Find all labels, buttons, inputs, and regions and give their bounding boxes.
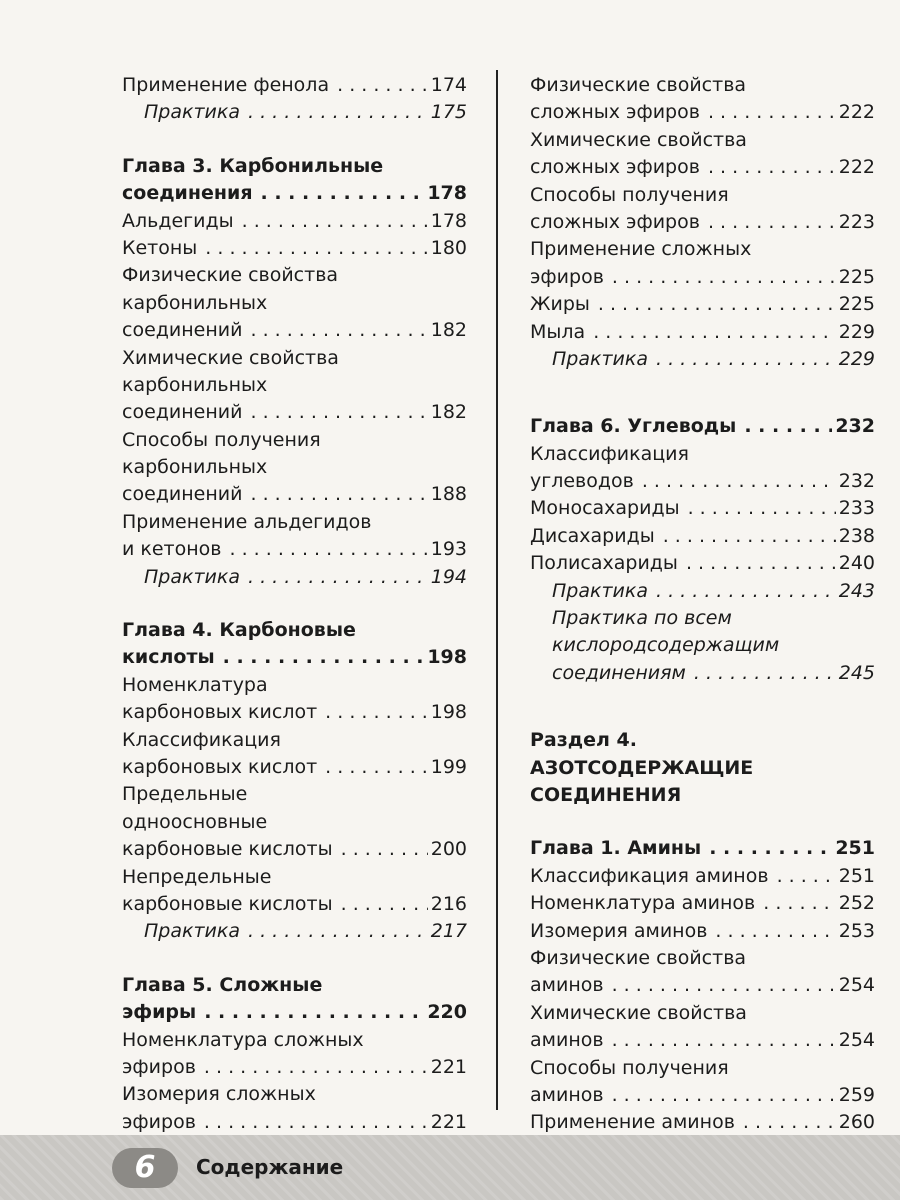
toc-entry-title: Глава 1. Амины [530,837,702,860]
toc-entry[interactable] [122,617,467,644]
toc-entry-title: Применение альдегидов [122,510,372,533]
toc-entry[interactable] [530,209,875,236]
toc-page-number: 180 [430,236,467,259]
dot-leader [341,891,428,918]
toc-entry-title: Физические свойства [530,74,747,96]
toc-page-number: 229 [838,347,875,370]
toc-page-number: 229 [838,320,875,343]
dot-leader [248,99,428,126]
toc-page-number: 252 [838,892,875,915]
toc-entry-title: карбоновые кислоты [122,892,333,915]
toc-entry-title: Альдегиды [122,209,234,232]
dot-leader [743,1109,836,1136]
toc-entry-title: Применение сложных [530,238,752,261]
toc-page-number: 232 [835,415,875,438]
toc-entry-title: Предельные [122,783,248,806]
section-spacer [530,809,875,835]
toc-page-number: 198 [427,646,467,669]
toc-entry[interactable] [530,945,875,972]
toc-entry[interactable] [122,153,467,180]
toc-page-number: 253 [838,919,875,942]
toc-page-number: 198 [430,701,467,724]
toc-entry[interactable] [530,972,875,999]
toc-entry-title: Практика [552,579,649,602]
toc-entry[interactable] [122,1109,467,1136]
toc-entry-title: Глава 3. Карбонильные [122,154,384,177]
toc-entry[interactable] [530,578,875,605]
toc-page-number: 245 [838,661,875,684]
dot-leader [325,699,428,726]
toc-entry[interactable] [122,1081,467,1108]
toc-page-number: 217 [430,920,467,943]
toc-entry[interactable] [122,481,467,508]
toc-entry[interactable] [122,564,467,591]
toc-entry-title: Применение фенола [122,74,330,96]
toc-entry[interactable] [122,999,467,1026]
toc-entry[interactable] [122,699,467,726]
toc-entry-title: карбоновых кислот [122,701,318,724]
dot-leader [593,319,836,346]
toc-entry[interactable] [530,236,875,263]
dot-leader [686,550,836,577]
dot-leader [612,1082,836,1109]
toc-entry[interactable] [530,727,875,754]
toc-entry-title: Полисахариды [530,552,678,575]
toc-entry-title: Номенклатура аминов [530,892,756,915]
toc-entry-title: СОЕДИНЕНИЯ [530,783,682,806]
toc-entry-title: эфиров [122,1110,196,1133]
toc-entry-title: Практика [144,101,241,124]
toc-entry[interactable] [122,891,467,918]
toc-entry[interactable] [122,644,467,671]
toc-entry-title: эфиров [530,265,604,288]
toc-entry-title: Глава 4. Карбоновые [122,619,356,642]
toc-page-number: 216 [430,892,467,915]
toc-entry[interactable] [530,346,875,373]
toc-entry-title: Изомерия аминов [530,919,708,942]
dot-leader [204,999,424,1026]
toc-entry-title: Глава 6. Углеводы [530,415,737,438]
toc-entry[interactable] [122,781,467,808]
toc-entry-title: Практика [552,347,649,370]
dot-leader [261,180,425,207]
toc-page-number: 223 [838,210,875,233]
toc-entry[interactable] [530,1027,875,1054]
dot-leader [250,399,427,426]
toc-entry[interactable] [122,399,467,426]
toc-entry-title: соединения [122,182,253,205]
toc-entry[interactable] [530,1055,875,1082]
toc-entry[interactable] [530,550,875,577]
section-spacer [122,591,467,617]
toc-entry-title: соединений [122,401,243,424]
toc-entry-title: Химические свойства [530,128,747,151]
toc-entry-title: Применение аминов [530,1111,735,1134]
dot-leader [763,890,835,917]
toc-entry[interactable] [530,99,875,126]
toc-page-number: 254 [838,974,875,997]
toc-entry[interactable] [122,536,467,563]
dot-leader [248,564,428,591]
toc-entry[interactable] [530,605,875,632]
toc-entry[interactable] [530,660,875,687]
toc-entry[interactable] [530,1082,875,1109]
toc-page-number: 182 [430,401,467,424]
toc-entry-title: Практика [144,920,241,943]
dot-leader [708,99,836,126]
dot-leader [248,918,428,945]
dot-leader [242,208,428,235]
toc-entry[interactable] [122,454,467,481]
toc-entry-title: соединений [122,483,243,506]
toc-entry[interactable] [530,755,875,782]
dot-leader [688,495,836,522]
toc-entry-title: карбонильных [122,291,268,314]
toc-page-number: 251 [835,837,875,860]
dot-leader [205,235,427,262]
toc-entry[interactable] [530,468,875,495]
toc-entry-title: соединений [122,319,243,342]
toc-entry-title: карбоновые кислоты [122,838,333,861]
toc-page-number: 178 [430,209,467,232]
toc-entry-title: сложных эфиров [530,101,700,124]
toc-page-number: 222 [838,101,875,124]
toc-entry-title: Непредельные [122,865,272,888]
toc-entry-title: Способы получения [122,428,321,451]
toc-page-number: 221 [430,1110,467,1133]
dot-leader [694,660,836,687]
toc-page-number: 199 [430,755,467,778]
toc-page-number: 220 [427,1001,467,1024]
toc-entry[interactable] [122,262,467,289]
toc-entry-title: Моносахариды [530,497,680,520]
toc-entry[interactable] [530,918,875,945]
toc-page-number: 194 [430,565,467,588]
toc-entry[interactable] [530,441,875,468]
toc-page-number: 259 [838,1083,875,1106]
toc-entry-title: аминов [530,1029,604,1052]
toc-entry[interactable] [122,345,467,372]
toc-entry-title: Физические свойства [530,946,747,969]
toc-entry[interactable] [122,1027,467,1054]
toc-entry-title: Изомерия сложных [122,1083,316,1106]
toc-page-number: 254 [838,1029,875,1052]
toc-page-number: 240 [838,552,875,575]
toc-entry[interactable] [122,836,467,863]
toc-entry[interactable] [122,427,467,454]
toc-entry-title: Кетоны [122,236,198,259]
toc-entry-title: Раздел 4. [530,729,637,752]
toc-entry[interactable] [122,754,467,781]
toc-page-number: 225 [838,293,875,316]
dot-leader [663,523,836,550]
dot-leader [204,1054,428,1081]
toc-entry-title: Химические свойства [122,346,339,369]
toc-page-number: 182 [430,319,467,342]
toc-entry-title: Дисахариды [530,524,655,547]
dot-leader [250,481,427,508]
dot-leader [708,154,836,181]
toc-entry-title: и кетонов [122,538,222,561]
toc-entry-title: Глава 5. Сложные [122,973,323,996]
toc-entry-title: одноосновные [122,810,268,833]
toc-entry-title: эфиров [122,1055,196,1078]
toc-entry[interactable] [122,235,467,262]
toc-entry-title: Практика [144,565,241,588]
toc-page-number: 232 [838,470,875,493]
toc-entry-title: Классификация [122,728,281,751]
toc-entry[interactable] [530,495,875,522]
toc-page-number: 243 [838,579,875,602]
toc-entry-title: углеводов [530,470,634,493]
toc-entry-title: карбонильных [122,456,268,479]
toc-entry-title: аминов [530,974,604,997]
toc-entry-title: сложных эфиров [530,156,700,179]
toc-entry-title: АЗОТСОДЕРЖАЩИЕ [530,756,754,779]
toc-entry-title: сложных эфиров [530,210,700,233]
dot-leader [341,836,428,863]
toc-entry[interactable] [122,918,467,945]
toc-entry-title: Химические свойства [530,1001,747,1024]
toc-entry-title: соединениям [552,661,686,684]
toc-entry[interactable] [122,208,467,235]
toc-entry[interactable] [122,290,467,317]
section-spacer [122,127,467,153]
dot-leader [656,578,836,605]
toc-page-number: 233 [838,497,875,520]
toc-left-column [122,72,467,1136]
toc-page-number: 251 [838,864,875,887]
dot-leader [204,1109,428,1136]
toc-page-number: 175 [430,101,467,124]
toc-entry[interactable] [530,890,875,917]
toc-entry-title: Жиры [530,293,590,316]
toc-entry[interactable] [122,864,467,891]
toc-page-number: 260 [838,1111,875,1134]
toc-entry[interactable] [530,319,875,346]
toc-entry[interactable] [530,291,875,318]
toc-entry[interactable] [530,835,875,862]
dot-leader [612,264,836,291]
dot-leader [598,291,836,318]
toc-entry[interactable] [530,632,875,659]
footer-section-title: Содержание [196,1155,344,1179]
toc-page-number: 225 [838,265,875,288]
toc-entry-title: Классификация [530,442,689,465]
toc-page-number: 174 [430,74,467,96]
toc-entry[interactable] [122,72,467,99]
toc-entry[interactable] [530,413,875,440]
toc-entry-title: Практика по всем [552,607,732,630]
dot-leader [708,209,836,236]
toc-entry-title: Классификация аминов [530,864,769,887]
toc-page-number: 200 [430,838,467,861]
toc-entry[interactable] [122,972,467,999]
toc-right-column [530,72,875,1137]
toc-entry[interactable] [530,523,875,550]
dot-leader [715,918,835,945]
toc-entry-title: аминов [530,1083,604,1106]
toc-page-number: 178 [427,182,467,205]
section-spacer [530,373,875,413]
toc-entry[interactable] [122,180,467,207]
toc-page-number: 221 [430,1055,467,1078]
toc-entry[interactable] [122,1054,467,1081]
section-spacer [530,687,875,727]
toc-page-number: 222 [838,156,875,179]
toc-entry-title: Способы получения [530,183,729,206]
toc-entry[interactable] [530,127,875,154]
dot-leader [612,1027,836,1054]
toc-entry[interactable] [530,1109,875,1136]
dot-leader [230,536,428,563]
toc-entry[interactable] [122,809,467,836]
toc-entry-title: Номенклатура сложных [122,1028,364,1051]
toc-entry[interactable] [530,182,875,209]
toc-entry[interactable] [530,1000,875,1027]
toc-entry[interactable] [530,264,875,291]
toc-entry[interactable] [122,672,467,699]
dot-leader [744,413,832,440]
toc-entry-title: кислоты [122,646,215,669]
toc-page-number: 238 [838,524,875,547]
toc-entry[interactable] [122,372,467,399]
toc-entry-title: кислородсодержащим [552,634,780,657]
toc-entry[interactable] [122,727,467,754]
toc-entry[interactable] [122,99,467,126]
toc-entry[interactable] [530,863,875,890]
section-spacer [122,946,467,972]
page-number-badge: 6 [112,1148,178,1188]
dot-leader [250,317,427,344]
dot-leader [337,72,428,99]
toc-entry-title: Мыла [530,320,586,343]
toc-entry-title: Способы получения [530,1056,729,1079]
toc-entry[interactable] [122,509,467,536]
toc-entry-title: Физические свойства [122,264,339,287]
dot-leader [642,468,836,495]
dot-leader [325,754,428,781]
dot-leader [612,972,836,999]
toc-entry-title: Номенклатура [122,673,268,696]
toc-entry-title: карбонильных [122,373,268,396]
toc-page-number: 188 [430,483,467,506]
dot-leader [777,863,836,890]
toc-entry[interactable] [122,317,467,344]
toc-entry[interactable] [530,782,875,809]
toc-entry[interactable] [530,72,875,99]
column-divider [496,70,498,1110]
toc-entry-title: карбоновых кислот [122,755,318,778]
dot-leader [656,346,836,373]
dot-leader [709,835,832,862]
toc-entry-title: эфиры [122,1001,197,1024]
toc-entry[interactable] [530,154,875,181]
dot-leader [223,644,425,671]
toc-page-number: 193 [430,538,467,561]
